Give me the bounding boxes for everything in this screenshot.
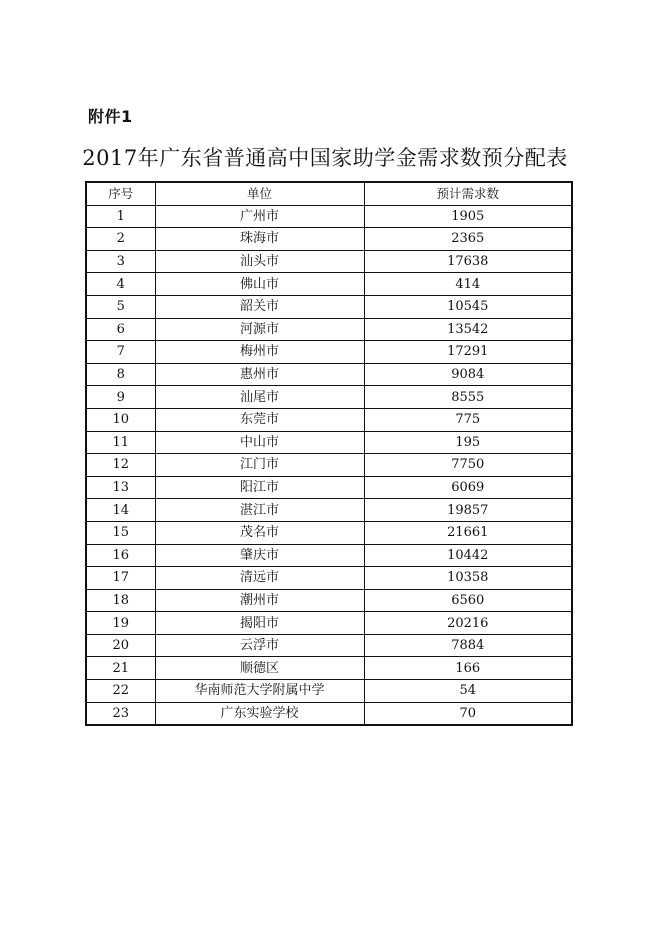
cell-unit: 华南师范大学附属中学	[155, 680, 364, 703]
cell-index: 1	[86, 205, 155, 228]
cell-unit: 云浮市	[155, 634, 364, 657]
cell-demand: 414	[364, 273, 572, 296]
cell-demand: 10358	[364, 567, 572, 590]
cell-index: 20	[86, 634, 155, 657]
cell-index: 22	[86, 680, 155, 703]
cell-index: 14	[86, 499, 155, 522]
cell-unit: 湛江市	[155, 499, 364, 522]
cell-demand: 21661	[364, 521, 572, 544]
cell-demand: 70	[364, 702, 572, 725]
cell-index: 16	[86, 544, 155, 567]
header-index: 序号	[86, 182, 155, 205]
cell-demand: 195	[364, 431, 572, 454]
cell-index: 4	[86, 273, 155, 296]
cell-demand: 20216	[364, 612, 572, 635]
cell-index: 19	[86, 612, 155, 635]
cell-index: 13	[86, 476, 155, 499]
cell-demand: 9084	[364, 363, 572, 386]
cell-demand: 17291	[364, 341, 572, 364]
table-row	[86, 702, 572, 725]
cell-unit: 肇庆市	[155, 544, 364, 567]
cell-index: 15	[86, 521, 155, 544]
table-row	[86, 454, 572, 477]
cell-demand: 10442	[364, 544, 572, 567]
cell-unit: 潮州市	[155, 589, 364, 612]
attachment-label: 附件1	[88, 107, 133, 126]
cell-unit: 佛山市	[155, 273, 364, 296]
table-row	[86, 250, 572, 273]
cell-unit: 茂名市	[155, 521, 364, 544]
allocation-table	[85, 181, 573, 726]
table-row	[86, 589, 572, 612]
cell-index: 5	[86, 295, 155, 318]
table-row	[86, 431, 572, 454]
table-row	[86, 476, 572, 499]
cell-index: 17	[86, 567, 155, 590]
table-row	[86, 363, 572, 386]
cell-demand: 7884	[364, 634, 572, 657]
table-row	[86, 408, 572, 431]
cell-index: 12	[86, 454, 155, 477]
cell-index: 18	[86, 589, 155, 612]
cell-index: 21	[86, 657, 155, 680]
table-row	[86, 318, 572, 341]
cell-index: 9	[86, 386, 155, 409]
cell-demand: 8555	[364, 386, 572, 409]
cell-unit: 惠州市	[155, 363, 364, 386]
cell-unit: 阳江市	[155, 476, 364, 499]
cell-unit: 广州市	[155, 205, 364, 228]
cell-index: 3	[86, 250, 155, 273]
cell-index: 8	[86, 363, 155, 386]
table-row	[86, 567, 572, 590]
cell-unit: 汕尾市	[155, 386, 364, 409]
table-row	[86, 341, 572, 364]
table-row	[86, 499, 572, 522]
document-title: 2017年广东省普通高中国家助学金需求数预分配表	[82, 146, 568, 170]
cell-demand: 1905	[364, 205, 572, 228]
table-body	[86, 205, 572, 725]
cell-index: 11	[86, 431, 155, 454]
cell-unit: 梅州市	[155, 341, 364, 364]
cell-unit: 东莞市	[155, 408, 364, 431]
table-row	[86, 521, 572, 544]
cell-unit: 广东实验学校	[155, 702, 364, 725]
cell-unit: 中山市	[155, 431, 364, 454]
cell-demand: 54	[364, 680, 572, 703]
table-row	[86, 657, 572, 680]
cell-demand: 17638	[364, 250, 572, 273]
cell-unit: 揭阳市	[155, 612, 364, 635]
table-row	[86, 634, 572, 657]
cell-demand: 19857	[364, 499, 572, 522]
cell-index: 2	[86, 228, 155, 251]
table-row	[86, 295, 572, 318]
cell-demand: 775	[364, 408, 572, 431]
cell-demand: 2365	[364, 228, 572, 251]
cell-unit: 韶关市	[155, 295, 364, 318]
table-row	[86, 273, 572, 296]
table-row	[86, 680, 572, 703]
cell-demand: 6560	[364, 589, 572, 612]
table-row	[86, 612, 572, 635]
cell-unit: 汕头市	[155, 250, 364, 273]
cell-unit: 江门市	[155, 454, 364, 477]
table-row	[86, 228, 572, 251]
cell-index: 7	[86, 341, 155, 364]
cell-index: 6	[86, 318, 155, 341]
cell-demand: 10545	[364, 295, 572, 318]
cell-index: 23	[86, 702, 155, 725]
table-row	[86, 386, 572, 409]
header-unit: 单位	[155, 182, 364, 205]
cell-unit: 清远市	[155, 567, 364, 590]
cell-demand: 166	[364, 657, 572, 680]
cell-unit: 珠海市	[155, 228, 364, 251]
cell-demand: 6069	[364, 476, 572, 499]
cell-demand: 13542	[364, 318, 572, 341]
header-demand: 预计需求数	[364, 182, 572, 205]
cell-index: 10	[86, 408, 155, 431]
cell-unit: 顺德区	[155, 657, 364, 680]
table-header-row	[86, 182, 572, 205]
cell-demand: 7750	[364, 454, 572, 477]
table-row	[86, 544, 572, 567]
table-row	[86, 205, 572, 228]
cell-unit: 河源市	[155, 318, 364, 341]
